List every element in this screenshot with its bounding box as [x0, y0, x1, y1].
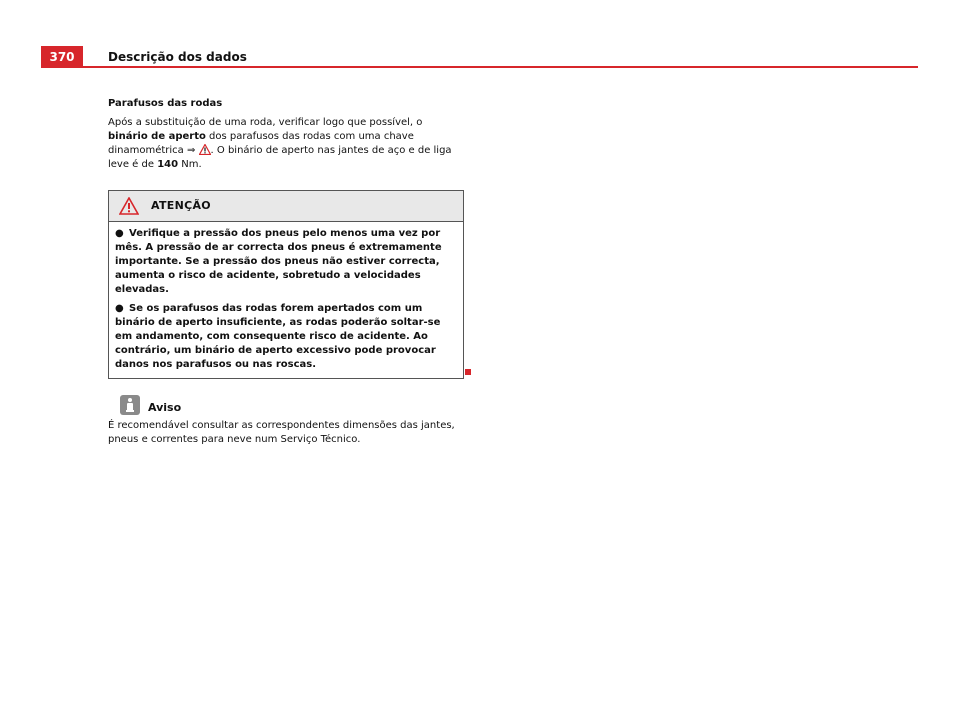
- bullet-icon: ●: [115, 228, 124, 239]
- section-paragraph: [108, 116, 464, 172]
- warning-item: [115, 302, 457, 372]
- note-title: Aviso: [148, 401, 182, 414]
- note-header: [108, 395, 464, 415]
- warning-triangle-icon: [119, 197, 139, 215]
- para-text-c: . O binário de aperto nas jantes de aço e de liga leve é de: [108, 145, 452, 170]
- page-number: 370: [41, 46, 83, 68]
- para-text-a: Após a substituição de uma roda, verificar logo que possível, o: [108, 117, 423, 128]
- section-title: Parafusos das rodas: [108, 98, 223, 109]
- warning-item-text: Verifique a pressão dos pneus pelo menos uma vez por mês. A pressão de ar correcta dos pneus é extremamente importante. Se a pressão dos pneus não estiver correcta, aumenta o risco de acidente, sobretudo a velocidades elevadas.: [115, 228, 442, 295]
- warning-triangle-icon[interactable]: [199, 144, 211, 155]
- main-content: [108, 97, 464, 447]
- warning-item-text: Se os parafusos das rodas forem apertados com um binário de aperto insuficiente, as rodas poderão soltar-se em andamento, com consequente risco de acidente. Ao contrário, um binário de aperto excessivo pode provocar danos nos parafusos ou nas roscas.: [115, 303, 441, 370]
- end-square-icon: [465, 369, 471, 375]
- para-text-b: dos parafusos das rodas com uma chave dinamométrica ⇒: [108, 131, 414, 156]
- torque-value: 140: [157, 159, 179, 170]
- warning-body: [109, 222, 463, 378]
- header-rule: [41, 66, 918, 68]
- bullet-icon: ●: [115, 303, 124, 314]
- para-text-d: Nm.: [178, 159, 202, 170]
- note-text: É recomendável consultar as correspondentes dimensões das jantes, pneus e correntes para neve num Serviço Técnico.: [108, 420, 455, 445]
- warning-box: [108, 190, 464, 379]
- page-title: Descrição dos dados: [108, 50, 247, 64]
- warning-header: [109, 191, 463, 222]
- warning-title: ATENÇÃO: [151, 199, 211, 212]
- para-bold-term: binário de aperto: [108, 131, 206, 142]
- warning-item: [115, 227, 457, 297]
- info-icon: [120, 395, 140, 415]
